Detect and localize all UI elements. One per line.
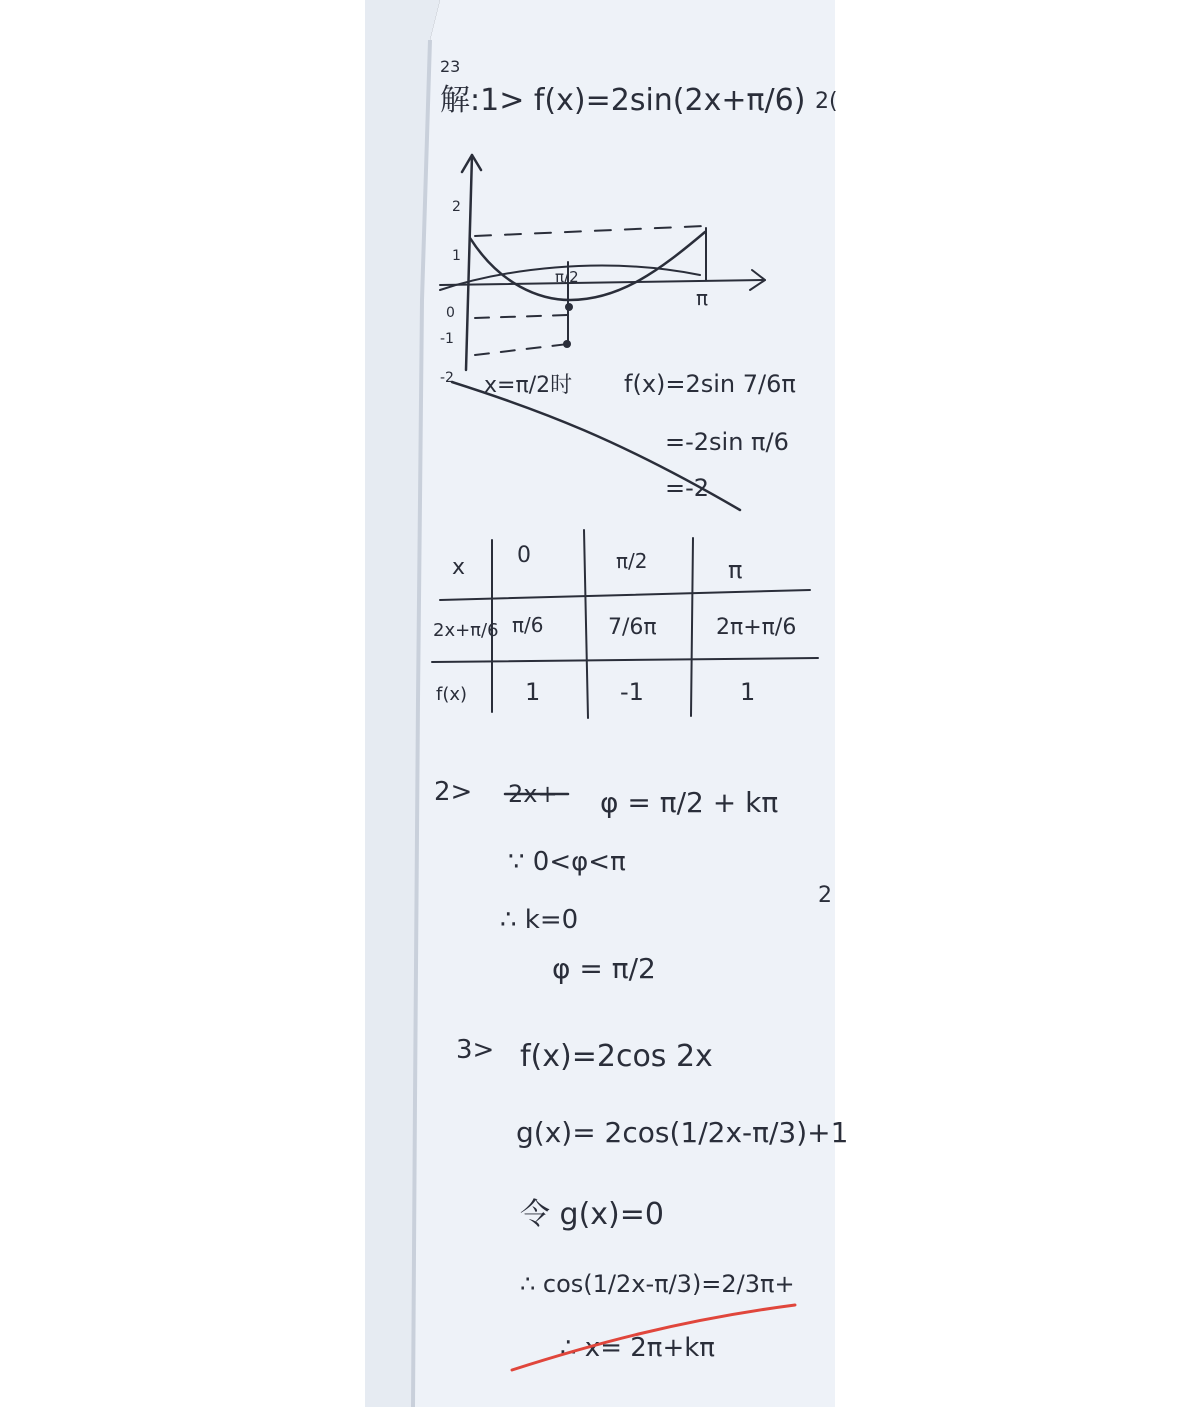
part2-line2: ∵ 0<φ<π [508,847,626,877]
part3-line5: ∴ x= 2π+kπ [560,1333,715,1363]
graph-point-lower [563,340,571,348]
graph-y-tick: -1 [440,331,454,347]
part3-line4: ∴ cos(1/2x-π/3)=2/3π+ [520,1270,795,1298]
table-cell: -1 [620,678,644,706]
margin-mark-top: 2( [815,89,838,114]
table-row-header: x [452,555,466,580]
graph-point-upper [565,303,573,311]
graph-y-tick: -2 [440,370,454,386]
part2-line3: ∴ k=0 [500,905,579,935]
graph-y-tick: 2 [452,199,461,215]
table-cell: 0 [517,543,531,568]
graph-x-tick: π/2 [555,268,579,286]
part2-line4: φ = π/2 [552,952,656,985]
graph-y-tick: 0 [446,305,455,321]
graph-y-tick: 1 [452,248,461,264]
table-cell: 1 [525,678,541,706]
graph-x-tick: π [696,286,709,310]
part3-line1: f(x)=2cos 2x [520,1039,713,1074]
table-cell: 7/6π [608,615,657,640]
part2-struck-text: 2x+ [508,780,558,808]
table-row-header: 2x+π/6 [433,620,499,641]
table-cell: π [728,556,743,584]
heading: 解:1> f(x)=2sin(2x+π/6) [440,83,806,118]
table-cell: 2π+π/6 [716,615,797,640]
margin-mark-mid: 2 [818,883,832,908]
part2-label: 2> [434,777,473,807]
part2-line1: φ = π/2 + kπ [600,786,779,819]
part3-line3: 令 g(x)=0 [520,1197,664,1232]
part3-line2: g(x)= 2cos(1/2x-π/3)+1 [516,1116,849,1149]
evaluation-line1: f(x)=2sin 7/6π [624,370,796,398]
evaluation-line2: =-2sin π/6 [665,428,789,456]
evaluation-condition: x=π/2时 [484,373,573,398]
part3-label: 3> [456,1035,495,1065]
table-cell: π/6 [512,613,544,637]
evaluation-line3: =-2 [665,474,710,502]
problem-number: 23 [440,57,461,76]
table-row-header: f(x) [436,684,468,705]
table-cell: π/2 [616,549,648,573]
table-cell: 1 [740,678,756,706]
